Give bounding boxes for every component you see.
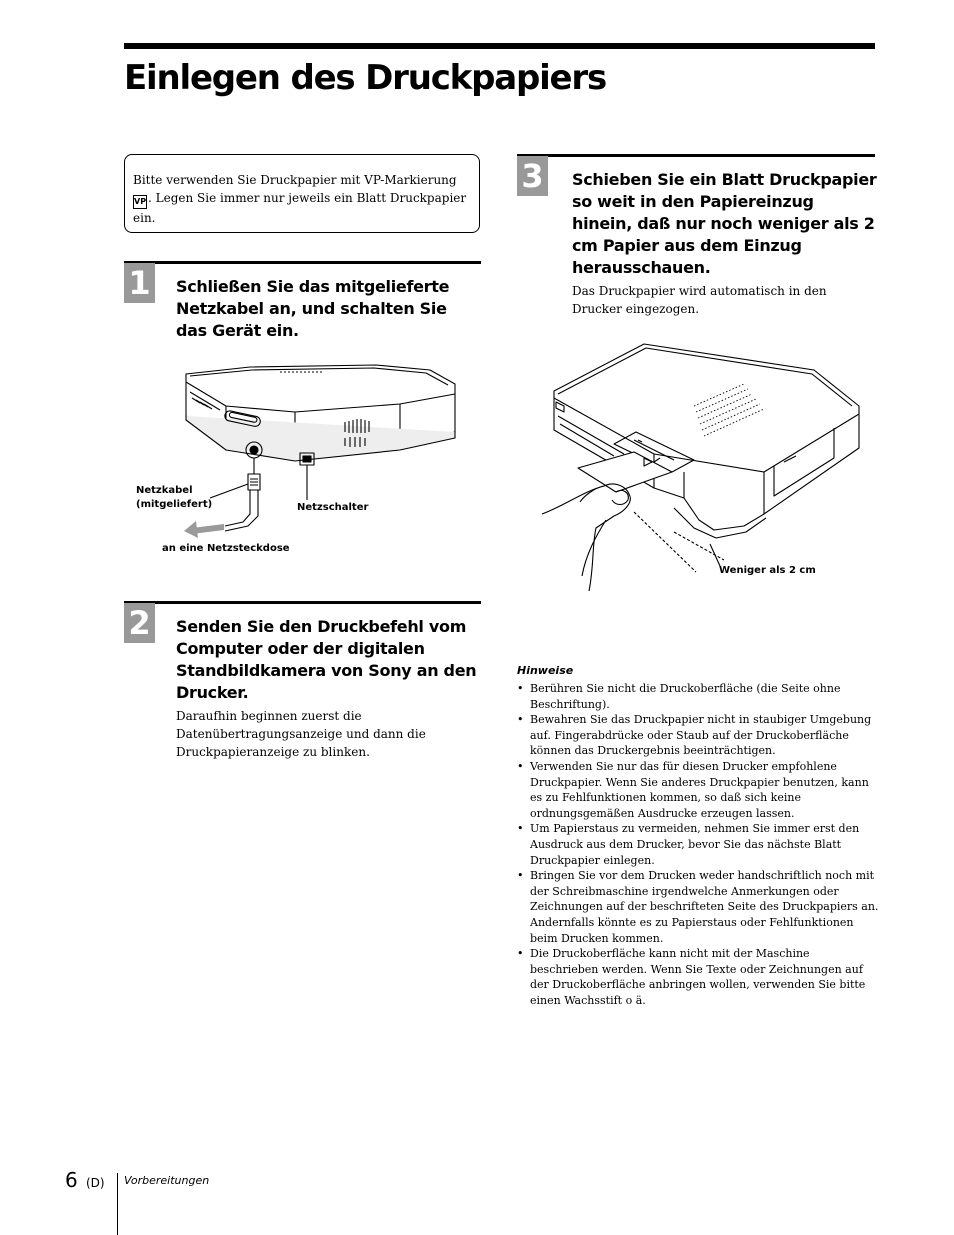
step-2-heading: Senden Sie den Druckbefehl vom Computer oder der digitalen Standbildkamera von Sony an den Drucker.: [176, 617, 477, 702]
hints-title: Hinweise: [517, 664, 574, 677]
title-rule: [124, 43, 875, 49]
hint-item: • Berühren Sie nicht die Druckoberfläche (die Seite ohne Beschriftung).: [517, 681, 879, 712]
note-text-2: . Legen Sie immer nur jeweils ein Blatt Druckpapier: [148, 191, 467, 205]
note-box: [124, 154, 480, 233]
page-title: Einlegen des Druckpapiers: [124, 58, 607, 98]
hint-item: • Um Papierstaus zu vermeiden, nehmen Sie immer erst den Ausdruck aus dem Drucker, bevor Sie das nächste Blatt Druckpapier einlegen.: [517, 821, 879, 868]
step-3-heading: Schieben Sie ein Blatt Druckpapier so weit in den Papiereinzug hinein, daß nur noch weniger als 2 cm Papier aus dem Einzug herausschauen.: [572, 170, 877, 277]
step-1-heading: Schließen Sie das mitgelieferte Netzkabel an, und schalten Sie das Gerät ein.: [176, 277, 450, 340]
hints-list: [517, 681, 879, 1008]
hint-item: • Verwenden Sie nur das für diesen Drucker empfohlene Druckpapier. Wenn Sie anderes Druckpapier benutzen, kann es zu Fehlfunktionen kommen, so daß sich keine ordnungsgemäßen Ausdrucke erzeugen lassen.: [517, 759, 879, 821]
hint-item: • Bringen Sie vor dem Drucken weder handschriftlich noch mit der Schreibmaschine irgendwelche Anmerkungen oder Zeichnungen auf der beschrifteten Seite des Druckpapiers an. Andernfalls könnte es zu Papierstaus oder Fehlfunktionen beim Drucken kommen.: [517, 868, 879, 946]
step-3-rule: [517, 154, 875, 157]
label-distance: Weniger als 2 cm: [719, 565, 816, 576]
paper-insertion-illustration: [534, 336, 874, 601]
section-name: Vorbereitungen: [124, 1174, 210, 1187]
step-1-rule: [124, 261, 481, 264]
printer-cable-illustration: [130, 358, 470, 568]
step-2-body: Daraufhin beginnen zuerst die Datenübertragungsanzeige und dann die Druckpapieranzeige zu blinken.: [176, 709, 426, 759]
step-3-number: 3: [517, 156, 548, 196]
note-text-1: Bitte verwenden Sie Druckpapier mit VP-Markierung: [133, 173, 457, 187]
page-number: 6: [65, 1168, 78, 1192]
note-text-3: ein.: [133, 211, 156, 225]
label-switch: Netzschalter: [297, 502, 369, 513]
hint-item: • Die Druckoberfläche kann nicht mit der Maschine beschrieben werden. Wenn Sie Texte oder Zeichnungen auf der Druckoberfläche anbringen wollen, verwenden Sie bitte einen Wachsstift o ä.: [517, 946, 879, 1008]
step-3-body: Das Druckpapier wird automatisch in den Drucker eingezogen.: [572, 284, 827, 316]
step-2-number: 2: [124, 603, 155, 643]
step-1-number: 1: [124, 263, 155, 303]
label-outlet: an eine Netzsteckdose: [162, 543, 290, 554]
step-2-rule: [124, 601, 481, 604]
page-language-suffix: (D): [86, 1176, 105, 1190]
label-cable-1: Netzkabel: [136, 485, 193, 496]
hint-item: • Bewahren Sie das Druckpapier nicht in staubiger Umgebung auf. Fingerabdrücke oder Staub auf der Druckoberfläche können das Druckergebnis beeinträchtigen.: [517, 712, 879, 759]
vp-mark-icon: VP: [133, 195, 147, 209]
footer-divider: [117, 1173, 118, 1235]
label-cable-2: (mitgeliefert): [136, 499, 213, 510]
